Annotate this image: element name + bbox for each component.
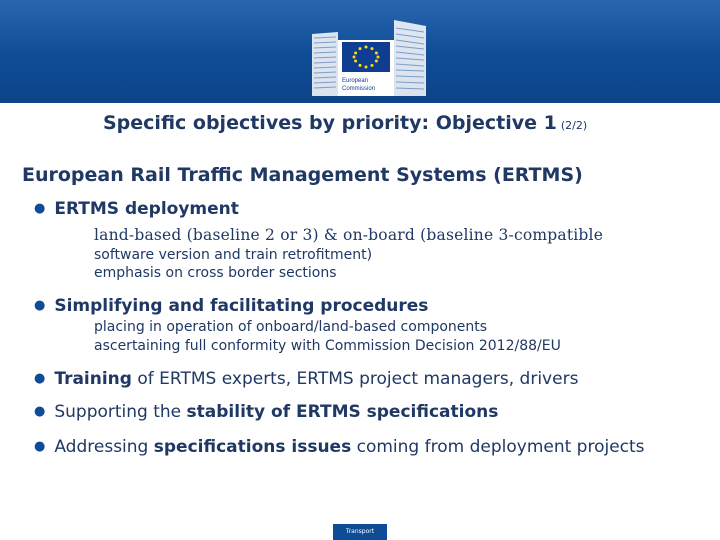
bullet-text: Addressing — [54, 437, 154, 457]
sub-item: placing in operation of onboard/land-based components — [94, 319, 488, 335]
bullet-bold: Training — [54, 369, 132, 389]
bullet-dot: ● — [34, 201, 46, 216]
bullet-dot: ● — [34, 298, 46, 313]
section-title: European Rail Traffic Management Systems (ERTMS) — [22, 164, 583, 186]
bullet-bold: Simplifying and facilitating procedures — [54, 296, 429, 316]
bullet-text: Supporting the — [54, 402, 187, 422]
footer-badge-transport: Transport — [333, 524, 387, 540]
bullet-bold: stability of ERTMS specifications — [186, 402, 499, 422]
slide-title-text: Specific objectives by priority: Objective 1 — [103, 112, 557, 134]
bullet-specifications-issues — [34, 437, 645, 457]
bullet-training — [34, 369, 578, 389]
header-banner — [0, 0, 720, 103]
bullet-simplifying-procedures — [34, 296, 428, 316]
bullet-bold: ERTMS deployment — [54, 199, 239, 219]
bullet-stability — [34, 402, 498, 422]
bullet-ertms-deployment — [34, 199, 239, 219]
bullet-text: of ERTMS experts, ERTMS project managers, drivers — [131, 369, 579, 389]
sub-item: emphasis on cross border sections — [94, 265, 337, 281]
sub-item: ascertaining full conformity with Commission Decision 2012/88/EU — [94, 338, 561, 354]
slide-counter: (2/2) — [560, 119, 588, 132]
sub-item: software version and train retrofitment) — [94, 247, 373, 263]
logo-text-line1: European — [342, 78, 369, 84]
bullet-dot: ● — [34, 371, 46, 386]
european-commission-logo — [308, 12, 430, 98]
logo-text-line2: Commission — [342, 86, 376, 92]
bullet-bold: specifications issues — [153, 437, 352, 457]
bullet-text: coming from deployment projects — [351, 437, 645, 457]
slide-title — [103, 112, 587, 134]
bullet-dot: ● — [34, 439, 46, 454]
bullet-dot: ● — [34, 404, 46, 419]
sub-item: land-based (baseline 2 or 3) & on-board (baseline 3-compatible — [94, 226, 604, 244]
